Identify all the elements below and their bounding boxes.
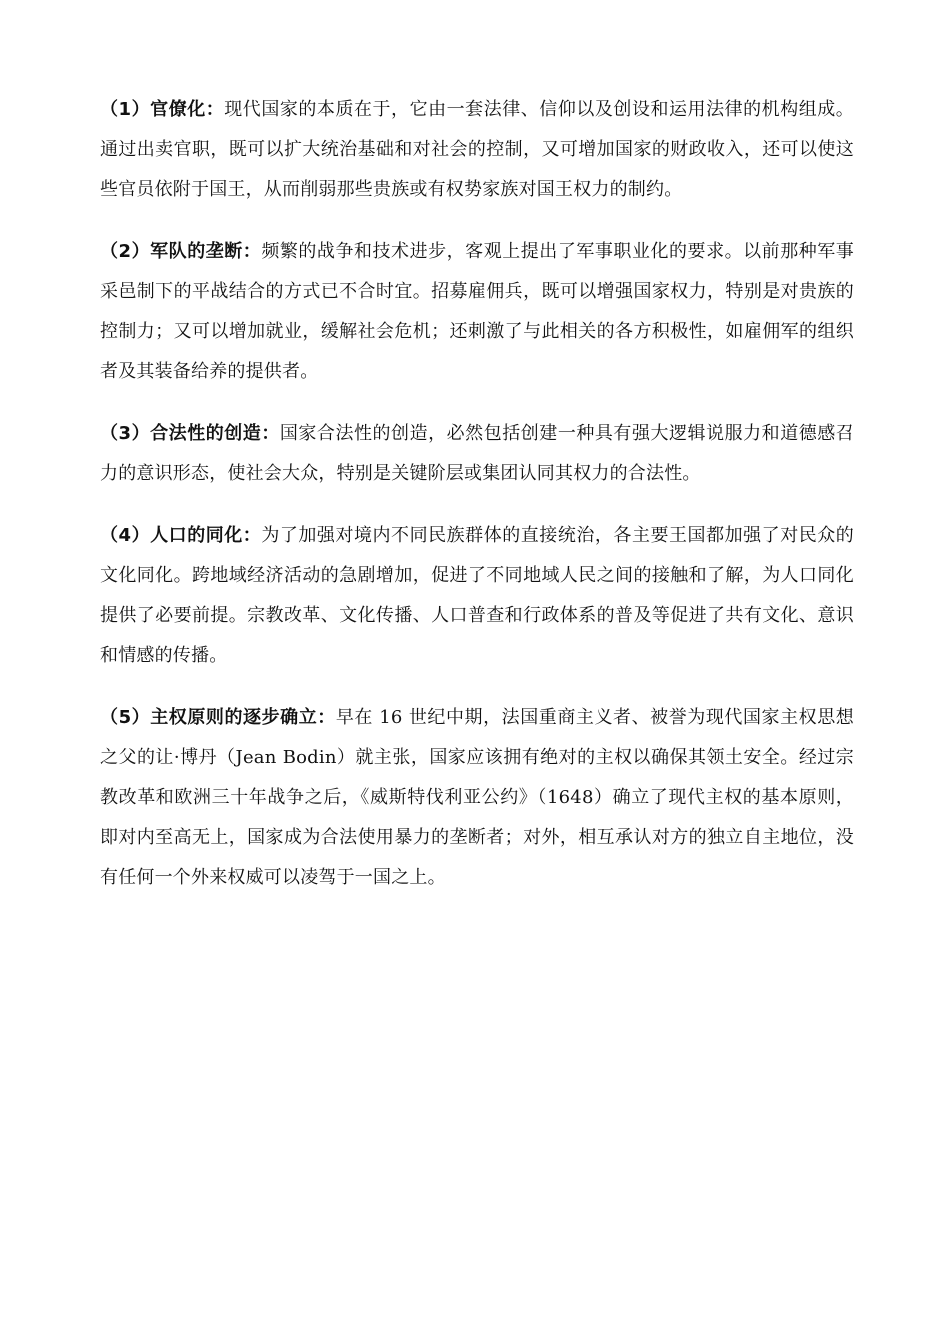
paragraph-body: 早在 16 世纪中期，法国重商主义者、被誉为现代国家主权思想之父的让·博丹（Jean Bodin）就主张，国家应该拥有绝对的主权以确保其领土安全。经过宗教改革和欧洲三十年战争之后，《威斯特伐利亚公约》（1648）确立了现代主权的基本原则，即对内至高无上，国家成为合法使用暴力的垄断者；对外，相互承认对方的独立自主地位，没有任何一个外来权威可以凌驾于一国之上。 bbox=[100, 707, 855, 888]
paragraph-legitimacy bbox=[100, 414, 854, 494]
paragraph-body: 现代国家的本质在于，它由一套法律、信仰以及创设和运用法律的机构组成。通过出卖官职，既可以扩大统治基础和对社会的控制，又可增加国家的财政收入，还可以使这些官员依附于国王，从而削弱那些贵族或有权势家族对国王权力的制约。 bbox=[100, 99, 855, 200]
paragraph-number: （3） bbox=[100, 423, 151, 444]
paragraph-number: （5） bbox=[100, 707, 151, 728]
paragraph-heading: 主权原则的逐步确立： bbox=[150, 707, 336, 728]
paragraph-heading: 人口的同化： bbox=[150, 525, 262, 546]
paragraph-military-monopoly bbox=[100, 232, 854, 392]
paragraph-body: 国家合法性的创造，必然包括创建一种具有强大逻辑说服力和道德感召力的意识形态，使社会大众，特别是关键阶层或集团认同其权力的合法性。 bbox=[100, 423, 855, 484]
paragraph-sovereignty bbox=[100, 698, 854, 898]
paragraph-heading: 官僚化： bbox=[150, 99, 225, 120]
paragraph-heading: 军队的垄断： bbox=[150, 241, 262, 262]
document-page bbox=[100, 90, 854, 920]
paragraph-body: 为了加强对境内不同民族群体的直接统治，各主要王国都加强了对民众的文化同化。跨地域经济活动的急剧增加，促进了不同地域人民之间的接触和了解，为人口同化提供了必要前提。宗教改革、文化传播、人口普查和行政体系的普及等促进了共有文化、意识和情感的传播。 bbox=[100, 525, 855, 666]
paragraph-assimilation bbox=[100, 516, 854, 676]
paragraph-number: （2） bbox=[100, 241, 151, 262]
paragraph-number: （4） bbox=[100, 525, 151, 546]
paragraph-heading: 合法性的创造： bbox=[150, 423, 280, 444]
paragraph-bureaucratization bbox=[100, 90, 854, 210]
paragraph-body: 频繁的战争和技术进步，客观上提出了军事职业化的要求。以前那种军事采邑制下的平战结合的方式已不合时宜。招募雇佣兵，既可以增强国家权力，特别是对贵族的控制力；又可以增加就业，缓解社会危机；还刺激了与此相关的各方积极性，如雇佣军的组织者及其装备给养的提供者。 bbox=[100, 241, 855, 382]
paragraph-number: （1） bbox=[100, 99, 151, 120]
